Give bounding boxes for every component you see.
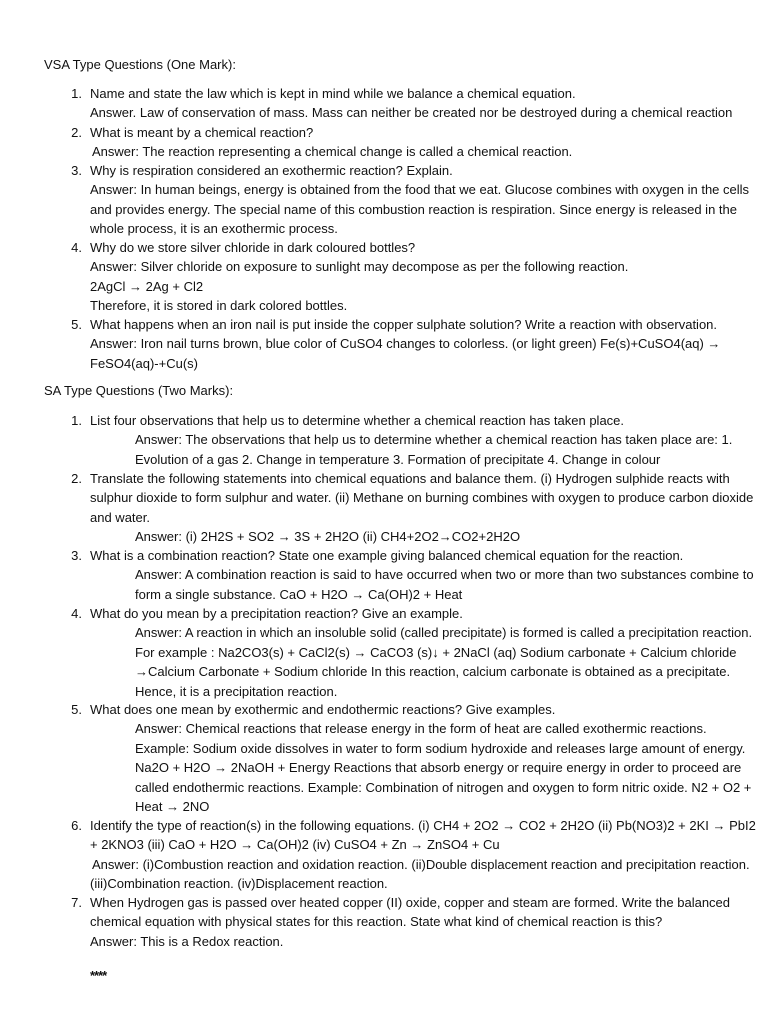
answer-text: →Calcium Carbonate + Sodium chloride In this reaction, calcium carbonate is obtained as a precipitate. xyxy=(135,664,731,680)
vsa-question-3 xyxy=(71,161,750,239)
vsa-question-5 xyxy=(71,315,726,373)
question-number: 1. xyxy=(71,86,82,101)
question-number: 5. xyxy=(71,702,82,717)
question-number: 3. xyxy=(71,548,82,563)
question-number: 7. xyxy=(71,895,82,910)
sa-question-2 xyxy=(71,469,754,547)
question-text: Name and state the law which is kept in mind while we balance a chemical equation. xyxy=(90,86,576,101)
question-number: 2. xyxy=(71,471,82,486)
answer-text: For example : Na2CO3(s) + CaCl2(s) → CaCO3 (s)↓ + 2NaCl (aq) Sodium carbonate + Calcium chloride xyxy=(135,644,737,660)
question-text: chemical equation with physical states for this reaction. State what kind of chemical reaction is this? xyxy=(90,914,663,930)
sa-question-1 xyxy=(71,411,733,469)
question-text: What is meant by a chemical reaction? xyxy=(90,125,314,140)
answer-text: called endothermic reactions. Example: Combination of nitrogen and oxygen to form nitric oxide. N2 + O2 + xyxy=(135,779,752,795)
question-text: Why do we store silver chloride in dark coloured bottles? xyxy=(90,240,416,255)
sa-question-4 xyxy=(71,604,753,701)
question-text: What is a combination reaction? State one example giving balanced chemical equation for the reaction. xyxy=(90,548,684,563)
answer-text: Answer: This is a Redox reaction. xyxy=(90,933,284,949)
answer-text: Answer: Chemical reactions that release energy in the form of heat are called exothermic reactions. xyxy=(135,721,707,737)
question-text: + 2KNO3 (iii) CaO + H2O → Ca(OH)2 (iv) CuSO4 + Zn → ZnSO4 + Cu xyxy=(90,837,500,853)
question-text: What do you mean by a precipitation reaction? Give an example. xyxy=(90,606,463,621)
answer-text: whole process, it is an exothermic process. xyxy=(90,221,338,237)
vsa-section-heading: VSA Type Questions (One Mark): xyxy=(44,57,236,72)
question-number: 2. xyxy=(71,125,82,140)
answer-text: Answer: The reaction representing a chemical change is called a chemical reaction. xyxy=(92,144,573,160)
answer-text: Answer: The observations that help us to determine whether a chemical reaction has taken place are: 1. xyxy=(135,432,733,448)
answer-text: and provides energy. The special name of this combustion reaction is respiration. Since energy is released in the xyxy=(90,201,737,217)
question-text: What happens when an iron nail is put inside the copper sulphate solution? Write a reaction with observation. xyxy=(90,317,718,332)
answer-text: Answer: Silver chloride on exposure to sunlight may decompose as per the following reaction. xyxy=(90,259,629,275)
sa-question-5 xyxy=(71,700,752,816)
question-text: sulphur dioxide to form sulphur and water. (ii) Methane on burning combines with oxygen to produce carbon dioxide xyxy=(90,490,754,506)
question-number: 3. xyxy=(71,163,82,178)
answer-text: Answer: (i) 2H2S + SO2 → 3S + 2H2O (ii) CH4+2O2→CO2+2H2O xyxy=(135,529,521,545)
equation-text: 2AgCl → 2Ag + Cl2 xyxy=(90,278,204,294)
question-number: 1. xyxy=(71,413,82,428)
question-text: and water. xyxy=(90,509,150,525)
answer-text: (iii)Combination reaction. (iv)Displacement reaction. xyxy=(90,876,388,892)
sa-question-3 xyxy=(71,546,754,604)
answer-text: form a single substance. CaO + H2O → Ca(OH)2 + Heat xyxy=(135,586,463,602)
end-marker: **** xyxy=(90,968,107,983)
question-text: When Hydrogen gas is passed over heated copper (II) oxide, copper and steam are formed. Write the balanced xyxy=(90,895,731,910)
answer-text: FeSO4(aq)-+Cu(s) xyxy=(90,355,198,371)
answer-text: Answer: (i)Combustion reaction and oxidation reaction. (ii)Double displacement reaction and precipitation reaction. xyxy=(92,856,750,872)
vsa-question-4 xyxy=(71,238,726,316)
answer-text: Answer: Iron nail turns brown, blue color of CuSO4 changes to colorless. (or light green) Fe(s)+CuSO4(aq) → xyxy=(90,336,721,352)
sa-section-heading: SA Type Questions (Two Marks): xyxy=(44,383,234,398)
answer-text: Na2O + H2O → 2NaOH + Energy Reactions that absorb energy or require energy in order to proceed are xyxy=(135,760,742,776)
answer-text: Answer. Law of conservation of mass. Mass can neither be created nor be destroyed during a chemical reaction xyxy=(90,105,733,121)
vsa-question-1 xyxy=(71,84,733,123)
answer-text: Answer: A reaction in which an insoluble solid (called precipitate) is formed is called a precipitation reaction. xyxy=(135,625,753,641)
question-text: List four observations that help us to determine whether a chemical reaction has taken place. xyxy=(90,413,625,428)
question-number: 4. xyxy=(71,606,82,621)
question-text: What does one mean by exothermic and endothermic reactions? Give examples. xyxy=(90,702,556,717)
answer-text: Heat → 2NO xyxy=(135,799,210,815)
question-text: Translate the following statements into chemical equations and balance them. (i) Hydrogen sulphide reacts with xyxy=(90,471,730,486)
sa-question-7 xyxy=(71,893,731,951)
answer-text: Hence, it is a precipitation reaction. xyxy=(135,683,338,699)
answer-text: Therefore, it is stored in dark colored bottles. xyxy=(90,298,348,314)
question-number: 5. xyxy=(71,317,82,332)
sa-question-6 xyxy=(71,816,756,894)
question-number: 6. xyxy=(71,818,82,833)
question-text: Why is respiration considered an exothermic reaction? Explain. xyxy=(90,163,453,178)
question-text: Identify the type of reaction(s) in the following equations. (i) CH4 + 2O2 → CO2 + 2H2O (ii) Pb(NO3)2 + 2KI → PbI2 xyxy=(90,818,756,833)
answer-text: Answer: A combination reaction is said to have occurred when two or more than two substances combine to xyxy=(135,567,754,583)
answer-text: Answer: In human beings, energy is obtained from the food that we eat. Glucose combines with oxygen in the cells xyxy=(90,182,750,198)
vsa-question-2 xyxy=(71,123,726,162)
answer-text: Evolution of a gas 2. Change in temperature 3. Formation of precipitate 4. Change in colour xyxy=(135,451,661,467)
answer-text: Example: Sodium oxide dissolves in water to form sodium hydroxide and releases large amount of energy. xyxy=(135,740,746,756)
question-number: 4. xyxy=(71,240,82,255)
